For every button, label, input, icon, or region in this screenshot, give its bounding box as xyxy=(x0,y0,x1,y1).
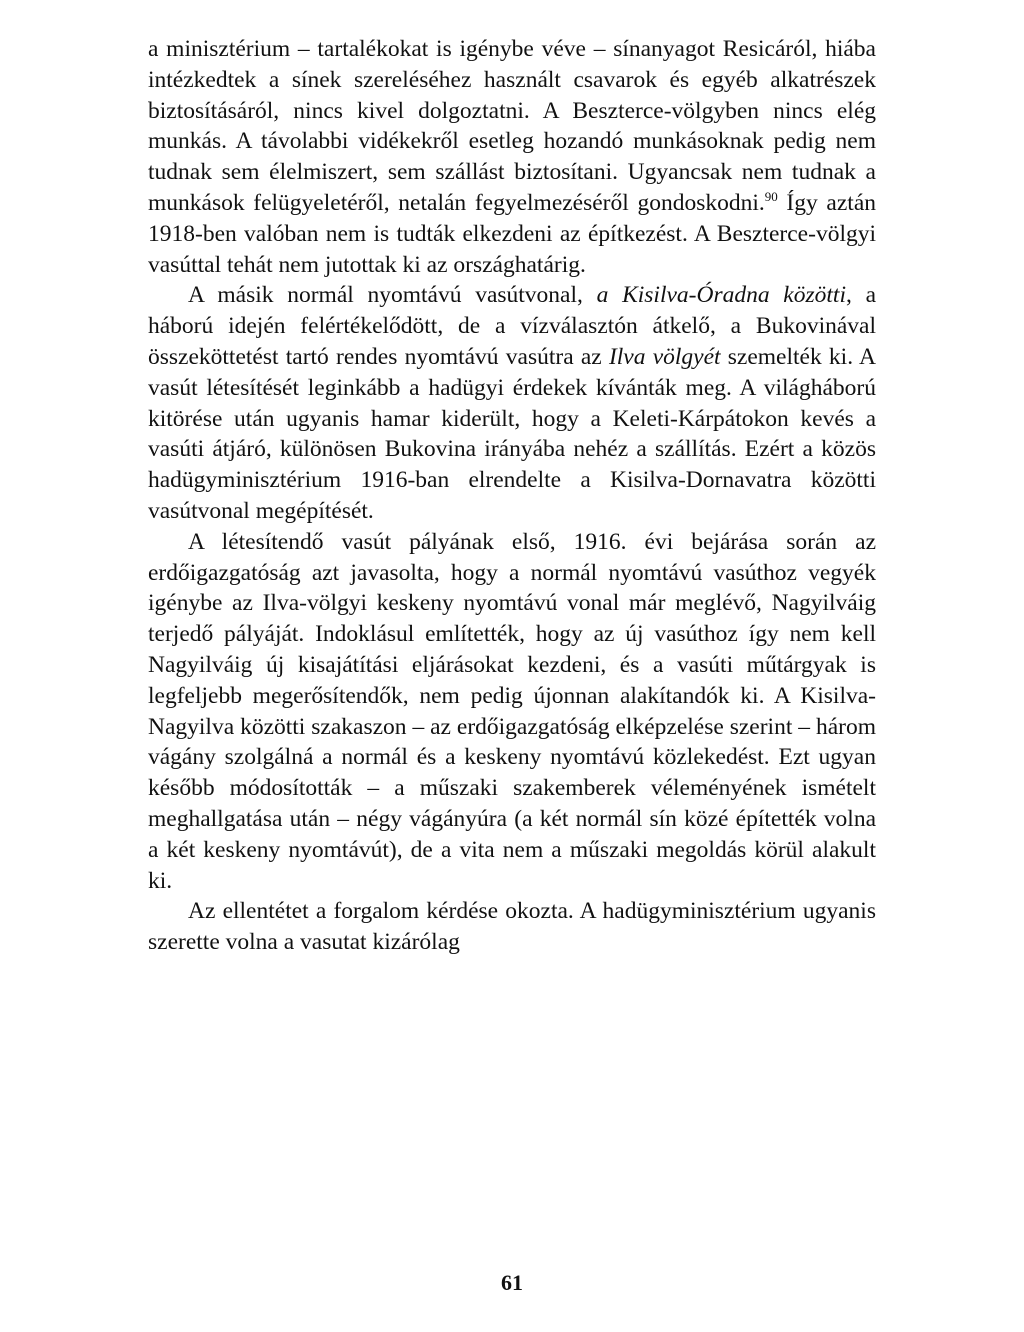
page-number: 61 xyxy=(501,1270,523,1295)
paragraph-2-text-b: , a háború idején felértékelődött, de a vízválasztón átkelő, a Bukovinával összeköttetést tartó rendes nyomtávú vasútra az xyxy=(148,282,876,370)
paragraph-4-text: Az ellentétet a forgalom kérdése okozta. A hadügyminisztérium ugyanis szerette volna a vasutat kizárólag xyxy=(148,898,876,956)
italic-phrase-ilva-volgyet: Ilva völgyét xyxy=(608,343,721,370)
paragraph-1 xyxy=(148,34,876,280)
paragraph-1-text-b: Így aztán 1918-ben valóban nem is tudták elkezdeni az építkezést. A Beszterce-völgyi vasúttal tehát nem jutottak ki az országhatárig. xyxy=(148,189,876,278)
paragraph-3-text: A létesítendő vasút pályának első, 1916. évi bejárása során az erdőigazgatóság azt javasolta, hogy a normál nyomtávú vasúthoz vegyék igénybe az Ilva-völgyi keskeny nyomtávú vonal már meglévő, Nagyilváig terjedő pályáját. Indoklásul említették, hogy az új vasúthoz így nem kell Nagyilváig új kisajátítási eljárásokat kezdeni, és a vasúti műtárgyak is legfeljebb megerősítendők, nem pedig újonnan alakítandók ki. A Kisilva-Nagyilva közötti szakaszon – az erdőigazgatóság elképzelése szerint – három vágány szolgálná a normál és a keskeny nyomtávú közlekedést. Ezt ugyan később módosították – a műszaki szakemberek véleményének ismételt meghallgatása után – négy vágányúra (a két normál sín közé építették volna a két keskeny nyomtávút), de a vita nem a műszaki megoldás körül alakult ki. xyxy=(148,528,876,894)
footnote-reference-90[interactable]: 90 xyxy=(764,188,778,204)
paragraph-3 xyxy=(148,527,876,897)
italic-phrase-kisilva-oradna: a Kisilva-Óradna közötti xyxy=(596,282,846,309)
page-body xyxy=(148,34,876,958)
paragraph-2-text-c: szemelték ki. A vasút létesítését leginkább a hadügyi érdekek kívánták meg. A világháború kitörése után ugyanis hamar kiderült, hogy a Keleti-Kárpátokon kevés a vasúti átjáró, különösen Bukovina irányába nehéz a szállítás. Ezért a közös hadügyminisztérium 1916-ban elrendelte a Kisilva-Dornavatra közötti vasútvonal megépítését. xyxy=(148,343,876,524)
paragraph-4 xyxy=(148,896,876,958)
paragraph-1-text-a: a minisztérium – tartalékokat is igénybe véve – sínanyagot Resicáról, hiába intézkedtek a sínek szereléséhez használt csavarok és egyéb alkatrészek biztosításáról, nincs kivel dolgoztatni. A Beszterce-völgyben nincs elég munkás. A távolabbi vidékekről esetleg hozandó munkásoknak pedig nem tudnak sem élelmiszert, sem szállást biztosítani. Ugyancsak nem tudnak a munkások felügyeletéről, netalán fegyelmezéséről gondoskodni. xyxy=(148,36,876,216)
paragraph-2-text-a: A másik normál nyomtávú vasútvonal, xyxy=(188,282,597,309)
paragraph-2 xyxy=(148,280,876,526)
